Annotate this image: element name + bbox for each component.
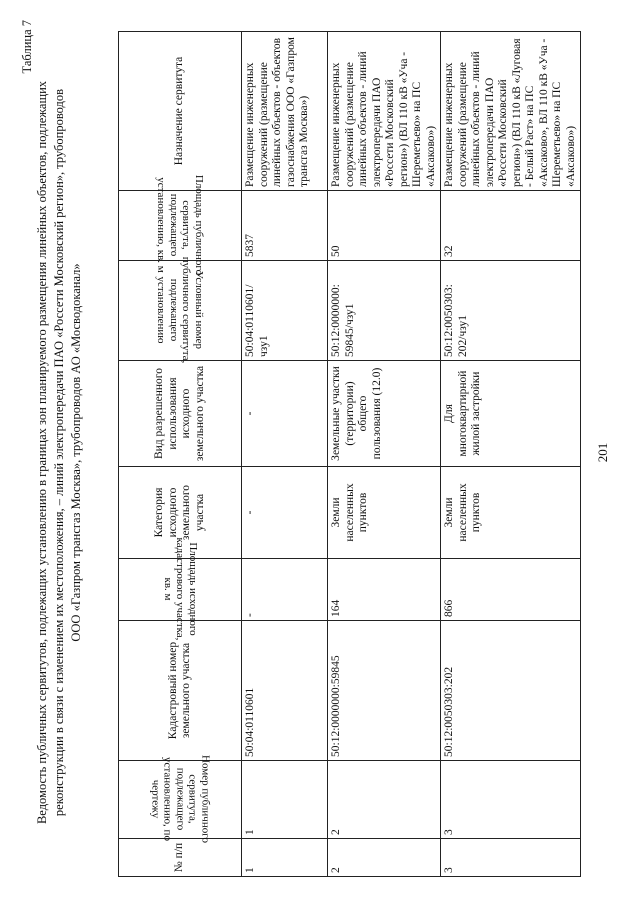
row-number-cell: 1	[242, 839, 328, 877]
document-page	[20, 20, 620, 885]
cadastral-number-cell: 50:12:0000000:59845	[328, 621, 441, 761]
page-number: 201	[595, 442, 610, 463]
row-number-cell: 2	[328, 839, 441, 877]
title-line: Ведомость публичных сервитутов, подлежащих установлению в границах зон планируемого размещения линейных объектов, подлежащих	[35, 80, 49, 825]
header-cell-text: Площадь публичного сервитута, подлежащего установлению, кв. м	[155, 175, 205, 276]
row-number-cell: 3	[441, 839, 581, 877]
plot-area-cell: -	[242, 559, 328, 621]
servitude-table	[118, 31, 581, 877]
permitted-use-cell: -	[242, 361, 328, 467]
land-category-cell: Земли населенных пунктов	[328, 467, 441, 559]
conditional-number-cell: 50:12:0050303: 202/чзу1	[441, 261, 581, 361]
table-header-row	[119, 32, 242, 877]
table-label: Таблица 7	[20, 20, 34, 74]
header-cell: Категория исходного земельного участка	[119, 467, 242, 559]
header-cell-text: Условный номер публичного сервитута, подлежащего установлению	[155, 257, 205, 364]
header-cell: № п/п	[119, 839, 242, 877]
cadastral-number-cell: 50:12:0050303:202	[441, 621, 581, 761]
servitude-area-cell: 50	[328, 191, 441, 261]
servitude-area-cell: 32	[441, 191, 581, 261]
cadastral-number-cell: 50:04:0110601	[242, 621, 328, 761]
title-line: реконструкции в связи с изменением их местоположения, – линий электропередачи ПАО «Россети Московский регион», трубопроводов	[52, 88, 66, 817]
land-category-cell: Земли населенных пунктов	[441, 467, 581, 559]
header-cell	[119, 175, 242, 276]
purpose-cell: Размещение инженерных сооружений (размещение линейных объектов - линий электропередачи ПАО «Россети Московский регион») (ВЛ 110 кВ «Уча - Шереметьево» на ПС «Аксаково»)	[328, 32, 441, 191]
land-category-cell: -	[242, 467, 328, 559]
table-row	[328, 32, 441, 877]
servitude-number-cell: 1	[242, 761, 328, 839]
plot-area-cell: 866	[441, 559, 581, 621]
header-cell: Назначение сервитута	[119, 32, 242, 191]
document-title	[34, 30, 85, 875]
table-row	[441, 32, 581, 877]
plot-area-cell: 164	[328, 559, 441, 621]
servitude-area-cell: 5837	[242, 191, 328, 261]
table-row	[242, 32, 328, 877]
header-cell-text: Номер публичного сервитута, подлежащего установлению, по чертежу	[149, 755, 212, 844]
permitted-use-cell: Для многоквартирной жилой застройки	[441, 361, 581, 467]
servitude-number-cell: 3	[441, 761, 581, 839]
header-cell	[119, 755, 242, 844]
purpose-cell: Размещение инженерных сооружений (размещение линейных объектов - объектов газоснабжения ООО «Газпром трансгаз Москва»)	[242, 32, 328, 191]
title-line: ООО «Газпром трансгаз Москва», трубопроводов АО «Мосводоканал»	[69, 263, 83, 642]
header-cell	[119, 538, 242, 641]
conditional-number-cell: 50:12:0000000: 59845/чзу1	[328, 261, 441, 361]
servitude-number-cell: 2	[328, 761, 441, 839]
header-cell-text: Площадь исходного кадастрового участка, кв. м	[161, 538, 199, 641]
header-cell: Вид разрешенного использования исходного земельного участка	[119, 361, 242, 467]
permitted-use-cell: Земельные участки (территории) общего пользования (12.0)	[328, 361, 441, 467]
purpose-cell: Размещение инженерных сооружений (размещение линейных объектов - линий электропередачи ПАО «Россети Московский регион») (ВЛ 110 кВ «Луговая - Белый Раст» на ПС «Аксаково», ВЛ 110 кВ «Уча - Шереметьево» на ПС «Аксаково»)	[441, 32, 581, 191]
conditional-number-cell: 50:04:0110601/ чзу1	[242, 261, 328, 361]
header-cell: Кадастровый номер земельного участка	[119, 621, 242, 761]
